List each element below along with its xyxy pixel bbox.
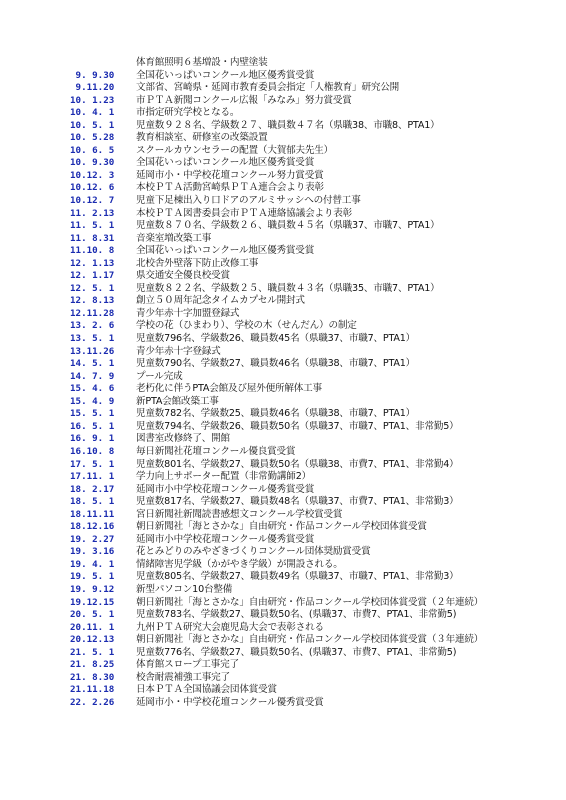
history-row: [70, 70, 510, 83]
history-row: [70, 283, 510, 296]
history-row: [70, 371, 510, 384]
history-row: [70, 82, 510, 95]
history-event: 校舎耐震補強工事完了: [136, 671, 230, 683]
history-row: [70, 233, 510, 246]
history-row: [70, 245, 510, 258]
history-date: 21. 5. 1: [70, 646, 115, 658]
history-date: 18.12.16: [70, 521, 115, 533]
history-date: 10. 4. 1: [70, 107, 115, 119]
history-event: 県交通安全優良校受賞: [136, 270, 230, 282]
history-event: 児童数８７０名、学級数２６、職員数４５名（県職37、市職7、PTA1）: [136, 220, 440, 232]
history-event: 児童数776名、学級数27、職員数50名、(県職37、市費7、PTA1、非常勤5): [136, 646, 457, 658]
history-row: [70, 220, 510, 233]
history-date: 15. 4. 9: [70, 395, 115, 407]
history-row: [70, 571, 510, 584]
history-date: 9.11.20: [70, 82, 115, 94]
history-date: 10. 5.28: [70, 132, 115, 144]
history-row: [70, 57, 510, 70]
history-event: 市ＰＴＡ新聞コンクール広報「みなみ」努力賞受賞: [136, 94, 352, 106]
history-event: 児童数794名、学級数26、職員数50名（県職37、市職7、PTA1、非常勤5）: [136, 420, 459, 432]
history-row: [70, 132, 510, 145]
history-row: [70, 120, 510, 133]
history-date: 22. 2.26: [70, 696, 115, 708]
history-date: 17.11. 1: [70, 471, 115, 483]
history-event: 児童数782名、学級数25、職員数46名（県職38、市職7、PTA1）: [136, 408, 416, 420]
history-event: 青少年赤十字加盟登録式: [136, 307, 240, 319]
history-date: 12. 1.17: [70, 270, 115, 282]
history-event: 九州ＰＴＡ研究大会鹿児島大会で表彰される: [136, 621, 324, 633]
history-event: 毎日新聞社花壇コンクール優良賞受賞: [136, 445, 296, 457]
history-date: 16.10. 8: [70, 445, 115, 457]
history-event: 朝日新聞社「海とさかな」自由研究・作品コンクール学校団体賞受賞: [136, 521, 427, 533]
history-date: 15. 5. 1: [70, 408, 115, 420]
history-row: [70, 208, 510, 221]
history-date: 13. 5. 1: [70, 333, 115, 345]
history-row: [70, 446, 510, 459]
history-event: 本校ＰＴＡ活動宮崎県ＰＴＡ連合会より表彰: [136, 182, 324, 194]
history-event: 児童数805名、学級数27、職員数49名（県職37、市職7、PTA1、非常勤3）: [136, 571, 459, 583]
history-row: [70, 433, 510, 446]
history-event: 花とみどりのみやざきづくりコンクール団体奨励賞受賞: [136, 546, 371, 558]
history-row: [70, 320, 510, 333]
history-row: [70, 647, 510, 660]
history-event: 全国花いっぱいコンクール地区優秀賞受賞: [136, 69, 315, 81]
history-date: 10. 5. 1: [70, 119, 115, 131]
history-date: 19. 3.16: [70, 546, 115, 558]
history-date: 10.12. 7: [70, 195, 115, 207]
history-row: [70, 509, 510, 522]
history-row: [70, 270, 510, 283]
history-event: 情緒障害児学級（かがやき学級）が開設される。: [136, 558, 343, 570]
history-event: 朝日新聞社「海とさかな」自由研究・作品コンクール学校団体賞受賞（２年連続）: [136, 596, 484, 608]
history-date: 10. 1.23: [70, 94, 115, 106]
history-event: 学力向上サポーター配置（非常勤講師2）: [136, 471, 311, 483]
history-date: 21. 8.30: [70, 671, 115, 683]
history-row: [70, 170, 510, 183]
history-row: [70, 333, 510, 346]
history-row: [70, 584, 510, 597]
history-event: 老朽化に伴うPTA会館及び屋外便所解体工事: [136, 383, 322, 395]
history-row: [70, 672, 510, 685]
history-timeline: [70, 57, 510, 709]
history-row: [70, 308, 510, 321]
history-row: [70, 484, 510, 497]
history-event: 全国花いっぱいコンクール地区優秀賞受賞: [136, 157, 315, 169]
history-date: 12.11.28: [70, 307, 115, 319]
history-date: 18. 2.17: [70, 483, 115, 495]
history-row: [70, 559, 510, 572]
history-date: 19. 4. 1: [70, 558, 115, 570]
history-event: 児童数９２８名、学級数２７、職員数４７名（県職38、市職8、PTA1）: [136, 119, 440, 131]
history-event: 児童数796名、学級数26、職員数45名（県職37、市職7、PTA1）: [136, 333, 416, 345]
history-date: 11. 8.31: [70, 232, 115, 244]
history-row: [70, 496, 510, 509]
history-date: 12. 8.13: [70, 295, 115, 307]
history-date: 13. 2. 6: [70, 320, 115, 332]
history-event: 北校舎外壁落下防止改修工事: [136, 257, 259, 269]
history-row: [70, 145, 510, 158]
history-row: [70, 659, 510, 672]
history-row: [70, 634, 510, 647]
history-event: 体育館照明６基増設・内壁塗装: [136, 57, 268, 68]
history-row: [70, 471, 510, 484]
history-date: 10.12. 6: [70, 182, 115, 194]
history-date: 10.12. 3: [70, 169, 115, 181]
history-event: 体育館スロープ工事完了: [136, 659, 239, 671]
history-row: [70, 182, 510, 195]
history-event: 文部省、宮崎県・延岡市教育委員会指定「人権教育」研究公開: [136, 82, 400, 94]
history-date: 14. 7. 9: [70, 370, 115, 382]
history-event: 学校の花（ひまわり）、学校の木（せんだん）の制定: [136, 320, 357, 332]
history-event: 延岡市小・中学校花壇コンクール優秀賞受賞: [136, 696, 324, 708]
history-event: 市指定研究学校となる。: [136, 107, 240, 119]
history-event: 児童数８２２名、学級数２５、職員数４３名（県職35、市職7、PTA1）: [136, 282, 440, 294]
history-event: 延岡市小・中学校花壇コンクール努力賞受賞: [136, 169, 324, 181]
history-row: [70, 622, 510, 635]
history-date: 21.11.18: [70, 684, 115, 696]
history-date: 15. 4. 6: [70, 383, 115, 395]
history-event: プール完成: [136, 370, 183, 382]
history-row: [70, 546, 510, 559]
history-date: 20. 5. 1: [70, 609, 115, 621]
history-event: 日本ＰＴＡ全国協議会団体賞受賞: [136, 684, 277, 696]
history-event: 朝日新聞社「海とさかな」自由研究・作品コンクール学校団体賞受賞（３年連続）: [136, 634, 484, 646]
history-row: [70, 459, 510, 472]
history-date: 19. 9.12: [70, 583, 115, 595]
history-row: [70, 421, 510, 434]
history-event: 本校ＰＴＡ図書委員会市ＰＴＡ連絡協議会より表彰: [136, 207, 353, 219]
history-date: 12. 1.13: [70, 257, 115, 269]
history-date: 11. 2.13: [70, 207, 115, 219]
history-event: 創立５０周年記念タイムカプセル開封式: [136, 295, 305, 307]
history-event: 新型パソコン10台整備: [136, 583, 233, 595]
history-event: 児童数790名、学級数27、職員数46名（県職38、市職7、PTA1）: [136, 358, 416, 370]
history-date: 11.10. 8: [70, 245, 115, 257]
history-event: 図書室改修終了、開館: [136, 433, 230, 445]
history-event: スクールカウンセラーの配置（大賀郁夫先生）: [136, 144, 334, 156]
history-date: 12. 5. 1: [70, 282, 115, 294]
history-event: 延岡市小中学校花壇コンクール優秀賞受賞: [136, 533, 315, 545]
history-row: [70, 195, 510, 208]
history-row: [70, 383, 510, 396]
history-date: 10. 6. 5: [70, 144, 115, 156]
history-event: 教育相談室、研修室の改築設置: [136, 132, 268, 144]
history-date: 11. 5. 1: [70, 220, 115, 232]
history-row: [70, 697, 510, 710]
history-row: [70, 521, 510, 534]
history-date: 19. 2.27: [70, 533, 115, 545]
history-date: 19. 5. 1: [70, 571, 115, 583]
history-date: 18. 5. 1: [70, 496, 115, 508]
history-event: 児童下足棟出入り口ドアのアルミサッシへの付替工事: [136, 195, 361, 207]
history-event: 宮日新聞社新聞読書感想文コンクール学校賞受賞: [136, 508, 343, 520]
history-row: [70, 684, 510, 697]
history-event: 児童数817名、学級数27、職員数48名（県職37、市費7、PTA1、非常勤3）: [136, 496, 459, 508]
history-row: [70, 346, 510, 359]
history-date: 21. 8.25: [70, 659, 115, 671]
history-date: 18.11.11: [70, 508, 115, 520]
history-date: 16. 5. 1: [70, 420, 115, 432]
history-date: 20.12.13: [70, 634, 115, 646]
history-row: [70, 609, 510, 622]
history-date: 19.12.15: [70, 596, 115, 608]
history-date: 9. 9.30: [70, 69, 115, 81]
history-event: 児童数801名、学級数27、職員数50名（県職38、市費7、PTA1、非常勤4）: [136, 458, 459, 470]
history-date: 10. 9.30: [70, 157, 115, 169]
history-row: [70, 396, 510, 409]
history-date: 16. 9. 1: [70, 433, 115, 445]
history-event: 児童数783名、学級数27、職員数50名、(県職37、市費7、PTA1、非常勤5): [136, 609, 457, 621]
history-row: [70, 258, 510, 271]
history-event: 音楽室増改築工事: [136, 232, 212, 244]
history-row: [70, 597, 510, 610]
history-row: [70, 107, 510, 120]
history-date: 14. 5. 1: [70, 358, 115, 370]
history-event: 全国花いっぱいコンクール地区優秀賞受賞: [136, 245, 315, 257]
history-event: 新PTA会館改築工事: [136, 395, 219, 407]
history-date: 17. 5. 1: [70, 458, 115, 470]
history-event: 延岡市小中学校花壇コンクール優秀賞受賞: [136, 483, 315, 495]
history-row: [70, 95, 510, 108]
history-date: 13.11.26: [70, 345, 115, 357]
history-row: [70, 157, 510, 170]
history-row: [70, 408, 510, 421]
history-row: [70, 534, 510, 547]
history-row: [70, 358, 510, 371]
history-event: 青少年赤十字登録式: [136, 345, 221, 357]
history-date: 20.11. 1: [70, 621, 115, 633]
history-row: [70, 295, 510, 308]
